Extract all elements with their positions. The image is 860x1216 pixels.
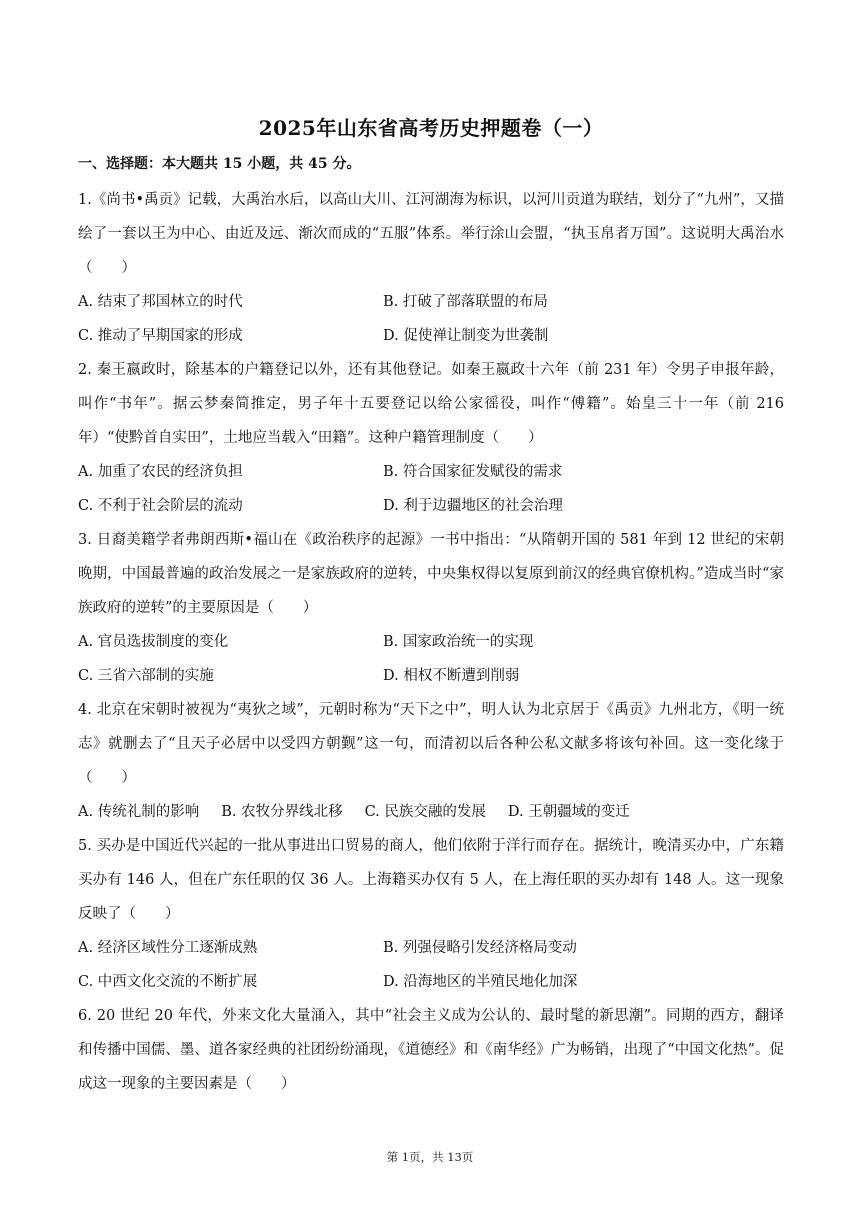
options-grid — [78, 931, 784, 999]
question-text: 4. 北京在宋朝时被视为“夷狄之域”，元朝时称为“天下之中”，明人认为北京居于《禹贡》九州北方，《明一统志》就删去了“且天子必居中以受四方朝觐”这一句，而清初以后各种公私文献多将该句补回。这一变化缘于（ ） — [78, 702, 784, 786]
question-text: 1.《尚书•禹贡》记载，大禹治水后，以高山大川、江河湖海为标识，以河川贡道为联结，划分了“九州”，又描绘了一套以王为中心、由近及远、渐次而成的“五服”体系。举行涂山会盟，“执玉帛者万国”。这说明大禹治水（ ） — [78, 192, 784, 276]
option-c: C. 推动了早期国家的形成 — [78, 328, 243, 344]
question-4 — [78, 693, 784, 829]
option-c: C. 民族交融的发展 — [364, 804, 486, 820]
option-d: D. 沿海地区的半殖民地化加深 — [383, 974, 578, 990]
exam-page — [78, 112, 784, 1101]
question-text: 2. 秦王嬴政时，除基本的户籍登记以外，还有其他登记。如秦王嬴政十六年（前 231 年）令男子申报年龄，叫作“书年”。据云梦秦简推定，男子年十五要登记以给公家徭役，叫作“傅籍”。始皇三十一年（前 216 年）“使黔首自实田”，土地应当载入“田籍”。这种户籍管理制度（ ） — [78, 362, 784, 446]
exam-title: 2025年山东省高考历史押题卷（一） — [258, 116, 604, 140]
option-d: D. 相权不断遭到削弱 — [383, 668, 520, 684]
option-a: A. 经济区域性分工逐渐成熟 — [78, 940, 258, 956]
options-grid — [78, 455, 784, 523]
option-c: C. 不利于社会阶层的流动 — [78, 498, 243, 514]
option-a: A. 结束了邦国林立的时代 — [78, 294, 243, 310]
question-3 — [78, 523, 784, 693]
option-a: A. 加重了农民的经济负担 — [78, 464, 243, 480]
question-2 — [78, 353, 784, 523]
options-grid — [78, 625, 784, 693]
option-b: B. 打破了部落联盟的布局 — [383, 294, 548, 310]
question-6 — [78, 999, 784, 1101]
options-grid — [78, 285, 784, 353]
option-b: B. 国家政治统一的实现 — [383, 634, 534, 650]
option-c: C. 中西文化交流的不断扩展 — [78, 974, 258, 990]
option-b: B. 列强侵略引发经济格局变动 — [383, 940, 577, 956]
page-footer: 第 1页，共 13页 — [386, 1150, 474, 1164]
question-5 — [78, 829, 784, 999]
question-text: 5. 买办是中国近代兴起的一批从事进出口贸易的商人，他们依附于洋行而存在。据统计，晚清买办中，广东籍买办有 146 人，但在广东任职的仅 36 人。上海籍买办仅有 5 人，在上海任职的买办却有 148 人。这一现象反映了（ ） — [78, 838, 784, 922]
option-d: D. 利于边疆地区的社会治理 — [383, 498, 563, 514]
option-b: B. 农牧分界线北移 — [221, 804, 343, 820]
option-d: D. 促使禅让制变为世袭制 — [383, 328, 549, 344]
question-1 — [78, 183, 784, 353]
option-a: A. 官员选拔制度的变化 — [78, 634, 229, 650]
option-d: D. 王朝疆域的变迁 — [507, 804, 630, 820]
options-row — [78, 795, 784, 829]
option-b: B. 符合国家征发赋役的需求 — [383, 464, 563, 480]
section-heading: 一、选择题：本大题共 15 小题，共 45 分。 — [78, 156, 361, 172]
option-a: A. 传统礼制的影响 — [78, 804, 200, 820]
question-text: 3. 日裔美籍学者弗朗西斯•福山在《政治秩序的起源》一书中指出：“从隋朝开国的 581 年到 12 世纪的宋朝晚期，中国最普遍的政治发展之一是家族政府的逆转，中央集权得以复原到前汉的经典官僚机构。”造成当时“家族政府的逆转”的主要原因是（ ） — [78, 532, 784, 616]
option-c: C. 三省六部制的实施 — [78, 668, 214, 684]
question-text: 6. 20 世纪 20 年代，外来文化大量涌入，其中“社会主义成为公认的、最时髦的新思潮”。同期的西方，翻译和传播中国儒、墨、道各家经典的社团纷纷涌现，《道德经》和《南华经》广为畅销，出现了“中国文化热”。促成这一现象的主要因素是（ ） — [78, 1008, 784, 1092]
